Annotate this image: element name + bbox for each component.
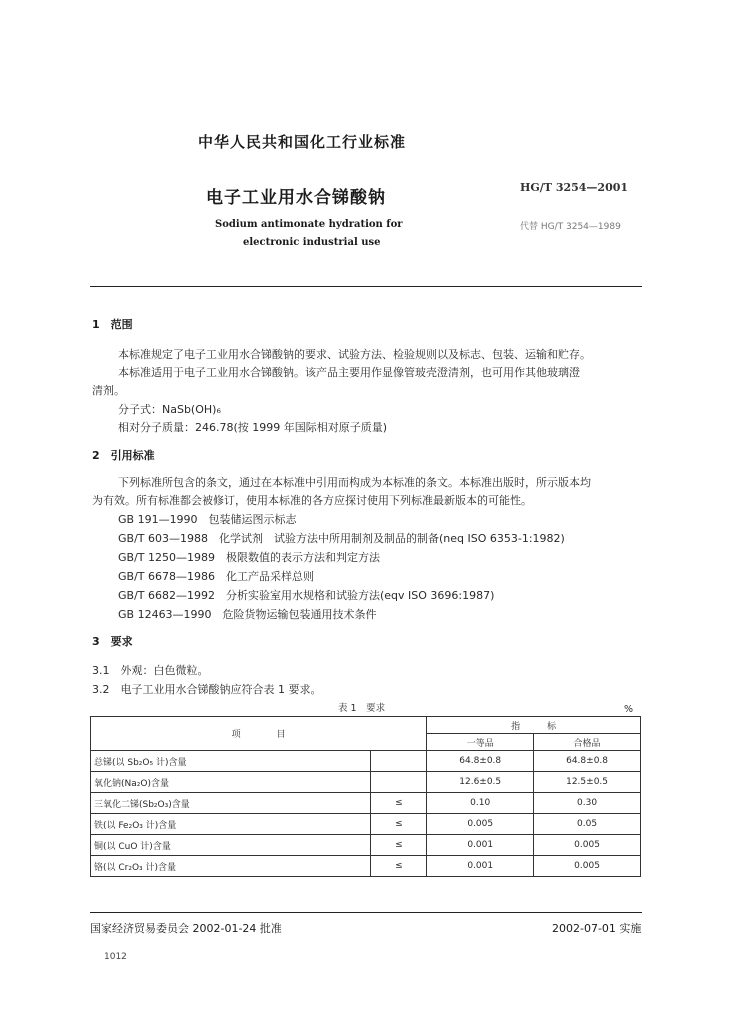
row-item: 总锑(以 Sb₂O₅ 计)含量 [91, 751, 371, 772]
row-qualified-value: 0.005 [534, 856, 641, 877]
reference-item: GB 191—1990 包装储运图示标志 [118, 513, 297, 526]
row-comparator: ≤ [371, 814, 427, 835]
row-qualified-value: 0.05 [534, 814, 641, 835]
row-item: 氧化钠(Na₂O)含量 [91, 772, 371, 793]
approval-line: 国家经济贸易委员会 2002-01-24 批准 [90, 922, 282, 935]
standard-number: HG/T 3254—2001 [520, 181, 629, 194]
header-divider [90, 286, 642, 287]
row-first-grade-value: 0.005 [427, 814, 534, 835]
row-first-grade-value: 64.8±0.8 [427, 751, 534, 772]
row-comparator: ≤ [371, 856, 427, 877]
document-title: 电子工业用水合锑酸钠 [206, 188, 386, 208]
english-title-line-2: electronic industrial use [243, 237, 381, 248]
row-comparator: ≤ [371, 835, 427, 856]
section-3-heading: 3 要求 [92, 635, 133, 648]
reference-item: GB/T 6682—1992 分析实验室用水规格和试验方法(eqv ISO 3696:1987) [118, 589, 495, 602]
standard-body-heading: 中华人民共和国化工行业标准 [198, 133, 407, 151]
row-item: 三氧化二锑(Sb₂O₃)含量 [91, 793, 371, 814]
reference-item: GB 12463—1990 危险货物运输包装通用技术条件 [118, 608, 377, 621]
requirement-appearance: 3.1 外观：白色微粒。 [92, 664, 209, 677]
row-first-grade-value: 12.6±0.5 [427, 772, 534, 793]
table-caption: 表 1 要求 [338, 703, 386, 714]
row-comparator [371, 751, 427, 772]
column-header-index: 指 标 [427, 717, 641, 734]
molecular-formula: 分子式：NaSb(OH)₆ [118, 403, 221, 416]
column-header-qualified: 合格品 [534, 734, 641, 751]
table-header-row [91, 717, 641, 734]
row-qualified-value: 0.005 [534, 835, 641, 856]
reference-item: GB/T 1250—1989 极限数值的表示方法和判定方法 [118, 551, 380, 564]
column-header-first-grade: 一等品 [427, 734, 534, 751]
table-row [91, 793, 641, 814]
row-item: 铜(以 CuO 计)含量 [91, 835, 371, 856]
section-1-paragraph-2-cont: 清剂。 [92, 384, 125, 397]
page-number: 1012 [104, 952, 127, 962]
table-row [91, 856, 641, 877]
row-item: 铁(以 Fe₂O₃ 计)含量 [91, 814, 371, 835]
footer-divider [90, 912, 642, 913]
section-1-paragraph-2: 本标准适用于电子工业用水合锑酸钠。该产品主要用作显像管玻壳澄清剂，也可用作其他玻璃澄 [118, 366, 580, 379]
section-2-paragraph-line-1: 下列标准所包含的条文，通过在本标准中引用而构成为本标准的条文。本标准出版时，所示版本均 [118, 476, 591, 489]
table-row [91, 835, 641, 856]
section-1-heading: 1 范围 [92, 318, 133, 331]
implementation-date: 2002-07-01 实施 [552, 922, 642, 935]
row-first-grade-value: 0.001 [427, 856, 534, 877]
row-qualified-value: 12.5±0.5 [534, 772, 641, 793]
table-row [91, 772, 641, 793]
requirement-table-reference: 3.2 电子工业用水合锑酸钠应符合表 1 要求。 [92, 683, 322, 696]
column-header-item: 项 目 [91, 717, 427, 751]
row-first-grade-value: 0.10 [427, 793, 534, 814]
table-unit: % [624, 704, 634, 715]
replaces-standard: 代替 HG/T 3254—1989 [520, 222, 621, 232]
section-2-paragraph-line-2: 为有效。所有标准都会被修订，使用本标准的各方应探讨使用下列标准最新版本的可能性。 [92, 494, 532, 507]
table-row [91, 751, 641, 772]
row-qualified-value: 64.8±0.8 [534, 751, 641, 772]
row-comparator [371, 772, 427, 793]
table-row [91, 814, 641, 835]
section-1-paragraph-1: 本标准规定了电子工业用水合锑酸钠的要求、试验方法、检验规则以及标志、包装、运输和贮存。 [118, 348, 591, 361]
row-item: 铬(以 Cr₂O₃ 计)含量 [91, 856, 371, 877]
row-first-grade-value: 0.001 [427, 835, 534, 856]
molecular-mass: 相对分子质量：246.78(按 1999 年国际相对原子质量) [118, 421, 388, 434]
reference-item: GB/T 603—1988 化学试剂 试验方法中所用制剂及制品的制备(neq ISO 6353-1:1982) [118, 532, 565, 545]
reference-item: GB/T 6678—1986 化工产品采样总则 [118, 570, 314, 583]
requirements-table [90, 716, 641, 877]
row-qualified-value: 0.30 [534, 793, 641, 814]
english-title-line-1: Sodium antimonate hydration for [215, 219, 403, 230]
section-2-heading: 2 引用标准 [92, 449, 155, 462]
row-comparator: ≤ [371, 793, 427, 814]
